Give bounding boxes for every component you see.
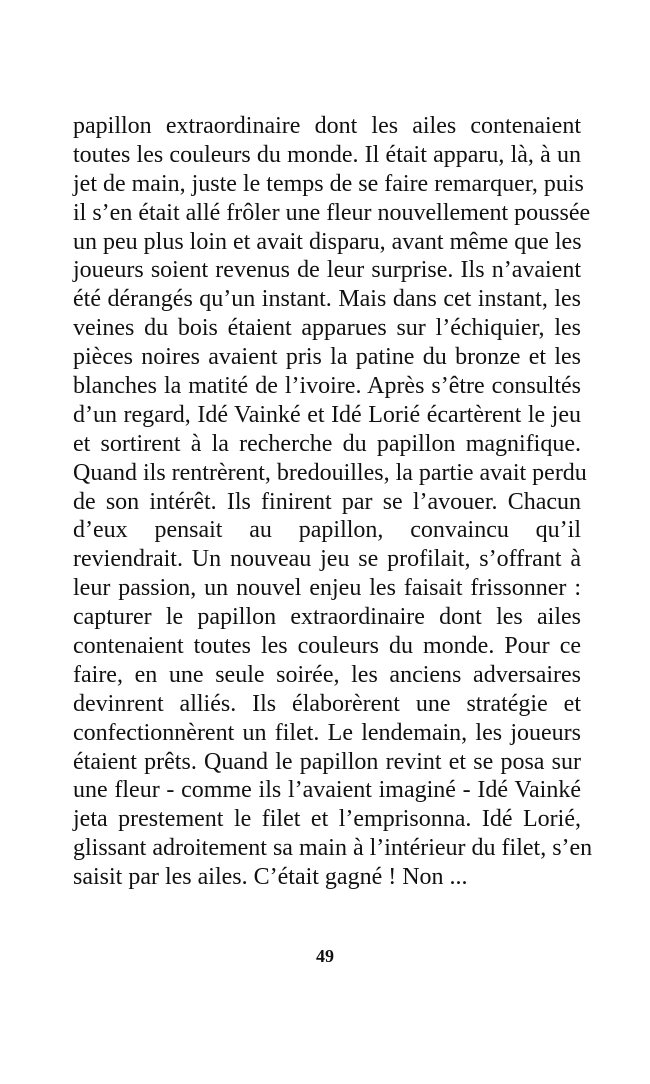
text-line: de son intérêt. Ils finirent par se l’avouer. Chacun — [73, 488, 581, 515]
text-line: il s’en était allé frôler une fleur nouvellement poussée — [73, 199, 591, 226]
text-line: confectionnèrent un filet. Le lendemain, les joueurs — [73, 719, 581, 746]
text-line: faire, en une seule soirée, les anciens adversaires — [73, 661, 581, 688]
text-line: toutes les couleurs du monde. Il était apparu, là, à un — [73, 141, 581, 168]
text-line: blanches la matité de l’ivoire. Après s’être consultés — [73, 373, 581, 400]
page-number: 49 — [316, 946, 334, 966]
text-line: et sortirent à la recherche du papillon magnifique. — [73, 430, 581, 457]
text-line: leur passion, un nouvel enjeu les faisait frissonner : — [73, 575, 581, 602]
text-line: d’un regard, Idé Vainké et Idé Lorié écartèrent le jeu — [73, 401, 581, 428]
text-line: pièces noires avaient pris la patine du bronze et les — [73, 344, 581, 371]
text-line: une fleur - comme ils l’avaient imaginé - Idé Vainké — [73, 777, 581, 804]
text-line-last: saisit par les ailes. C’était gagné ! Non ... — [73, 864, 468, 891]
text-line: jeta prestement le filet et l’emprisonna. Idé Lorié, — [73, 806, 581, 833]
text-line: capturer le papillon extraordinaire dont les ailes — [73, 604, 581, 631]
text-line: devinrent alliés. Ils élaborèrent une stratégie et — [73, 690, 581, 717]
text-line: papillon extraordinaire dont les ailes contenaient — [73, 113, 581, 139]
text-line: étaient prêts. Quand le papillon revint et se posa sur — [73, 748, 581, 775]
text-line: d’eux pensait au papillon, convaincu qu’il — [73, 517, 581, 544]
text-line: glissant adroitement sa main à l’intérieur du filet, s’en — [73, 835, 593, 862]
text-line: été dérangés qu’un instant. Mais dans cet instant, les — [73, 286, 581, 313]
text-line: contenaient toutes les couleurs du monde. Pour ce — [73, 633, 581, 660]
text-line: jet de main, juste le temps de se faire remarquer, puis — [73, 170, 584, 197]
text-line: joueurs soient revenus de leur surprise. Ils n’avaient — [73, 257, 581, 284]
text-line: un peu plus loin et avait disparu, avant même que les — [73, 228, 582, 255]
text-line: reviendrait. Un nouveau jeu se profilait, s’offrant à — [73, 546, 581, 573]
text-line: Quand ils rentrèrent, bredouilles, la partie avait perdu — [73, 459, 587, 486]
text-line: veines du bois étaient apparues sur l’échiquier, les — [73, 315, 581, 342]
body-text — [73, 112, 593, 892]
